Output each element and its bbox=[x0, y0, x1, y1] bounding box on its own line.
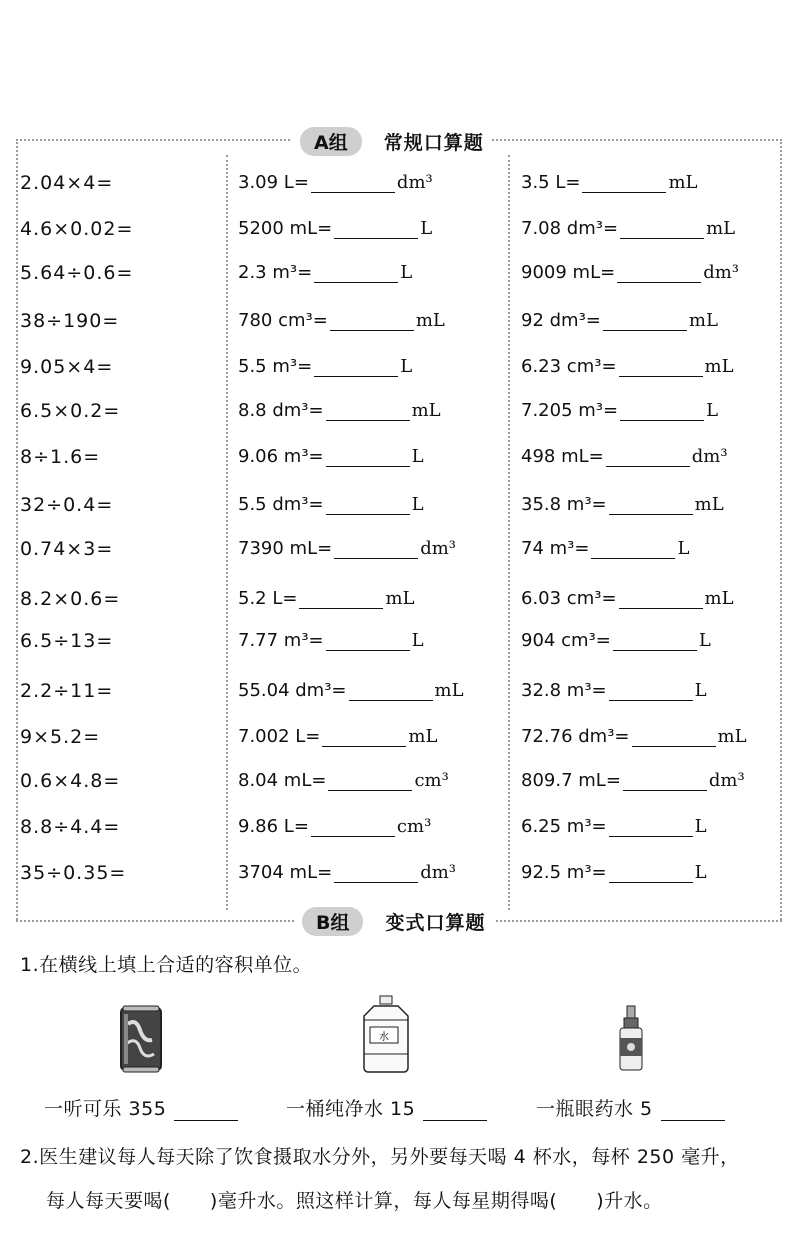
unit-blank[interactable] bbox=[661, 1102, 725, 1121]
conversion-left: 809.7 mL= bbox=[521, 770, 621, 791]
conversion-unit: L bbox=[400, 356, 413, 377]
conversion-item bbox=[521, 680, 707, 701]
section-b-badge: B组 bbox=[302, 907, 363, 936]
answer-blank[interactable] bbox=[620, 400, 704, 421]
conversion-unit: L bbox=[694, 816, 707, 837]
conversion-left: 780 cm³= bbox=[238, 310, 328, 331]
answer-blank[interactable] bbox=[632, 726, 716, 747]
conversion-left: 35.8 m³= bbox=[521, 494, 607, 515]
oral-calc-item: 6.5÷13= bbox=[20, 630, 114, 652]
answer-blank[interactable] bbox=[623, 770, 707, 791]
conversion-item bbox=[521, 494, 724, 515]
conversion-item bbox=[238, 262, 412, 283]
conversion-left: 8.8 dm³= bbox=[238, 400, 324, 421]
conversion-item bbox=[238, 310, 445, 331]
answer-blank[interactable] bbox=[606, 446, 690, 467]
conversion-item bbox=[238, 356, 412, 377]
conversion-unit: dm³ bbox=[420, 538, 456, 559]
conversion-unit: L bbox=[411, 630, 424, 651]
right-border bbox=[780, 139, 782, 920]
conversion-unit: mL bbox=[706, 218, 736, 239]
answer-blank[interactable] bbox=[334, 538, 418, 559]
oral-calc-item: 6.5×0.2= bbox=[20, 400, 121, 422]
conversion-unit: cm³ bbox=[396, 816, 432, 837]
oral-calc-item: 35÷0.35= bbox=[20, 862, 127, 884]
answer-blank[interactable] bbox=[609, 862, 693, 883]
conversion-unit: dm³ bbox=[396, 172, 433, 193]
volume-item-label: 一瓶眼药水 5 bbox=[536, 1098, 653, 1120]
oral-calc-item: 0.6×4.8= bbox=[20, 770, 121, 792]
conversion-unit: mL bbox=[704, 588, 734, 609]
conversion-unit: dm³ bbox=[703, 262, 739, 283]
conversion-left: 5.5 dm³= bbox=[238, 494, 324, 515]
conversion-left: 9.86 L= bbox=[238, 816, 309, 837]
cola-can-illustration bbox=[118, 1004, 164, 1074]
answer-blank[interactable] bbox=[591, 538, 675, 559]
conversion-item bbox=[521, 172, 698, 193]
conversion-unit: mL bbox=[385, 588, 415, 609]
section-a-badge: A组 bbox=[300, 127, 362, 156]
answer-blank[interactable] bbox=[582, 172, 666, 193]
conversion-unit: mL bbox=[688, 310, 718, 331]
section-a-title: 常规口算题 bbox=[383, 132, 484, 154]
conversion-unit: L bbox=[706, 400, 719, 421]
conversion-unit: mL bbox=[408, 726, 438, 747]
answer-blank[interactable] bbox=[299, 588, 383, 609]
column-divider-1 bbox=[226, 155, 228, 910]
conversion-left: 7.002 L= bbox=[238, 726, 321, 747]
conversion-left: 498 mL= bbox=[521, 446, 604, 467]
answer-blank[interactable] bbox=[311, 816, 395, 837]
conversion-left: 74 m³= bbox=[521, 538, 590, 559]
conversion-item bbox=[238, 588, 415, 609]
conversion-left: 3.5 L= bbox=[521, 172, 581, 193]
answer-blank[interactable] bbox=[617, 262, 701, 283]
oral-calc-item: 8.2×0.6= bbox=[20, 588, 121, 610]
oral-calc-item: 9×5.2= bbox=[20, 726, 101, 748]
conversion-item bbox=[238, 816, 431, 837]
conversion-item bbox=[521, 630, 711, 651]
conversion-item bbox=[238, 862, 456, 883]
conversion-item bbox=[521, 726, 747, 747]
answer-blank[interactable] bbox=[609, 680, 693, 701]
conversion-unit: mL bbox=[668, 172, 698, 193]
unit-blank[interactable] bbox=[174, 1102, 238, 1121]
volume-item bbox=[536, 1094, 725, 1121]
answer-blank[interactable] bbox=[603, 310, 687, 331]
oral-calc-item: 2.04×4= bbox=[20, 172, 114, 194]
conversion-unit: mL bbox=[717, 726, 747, 747]
conversion-item bbox=[521, 446, 728, 467]
conversion-left: 904 cm³= bbox=[521, 630, 611, 651]
section-a-header bbox=[292, 127, 492, 156]
conversion-unit: L bbox=[400, 262, 413, 283]
question-2-line-2: 每人每天要喝( )毫升水。照这样计算，每人每星期得喝( )升水。 bbox=[46, 1190, 663, 1212]
answer-blank[interactable] bbox=[314, 262, 398, 283]
oral-calc-item: 5.64÷0.6= bbox=[20, 262, 134, 284]
answer-blank[interactable] bbox=[619, 356, 703, 377]
answer-blank[interactable] bbox=[613, 630, 697, 651]
conversion-left: 92 dm³= bbox=[521, 310, 601, 331]
answer-blank[interactable] bbox=[326, 630, 410, 651]
conversion-unit: mL bbox=[434, 680, 464, 701]
conversion-item bbox=[521, 218, 735, 239]
answer-blank[interactable] bbox=[326, 494, 410, 515]
answer-blank[interactable] bbox=[330, 310, 414, 331]
conversion-item bbox=[521, 588, 734, 609]
question-2-line-1: 2.医生建议每人每天除了饮食摄取水分外，另外要每天喝 4 杯水，每杯 250 毫升， bbox=[20, 1146, 740, 1168]
conversion-left: 9.06 m³= bbox=[238, 446, 324, 467]
answer-blank[interactable] bbox=[609, 494, 693, 515]
volume-item-label: 一听可乐 355 bbox=[44, 1098, 167, 1120]
conversion-unit: L bbox=[694, 862, 707, 883]
conversion-item bbox=[521, 310, 718, 331]
conversion-unit: L bbox=[677, 538, 690, 559]
conversion-unit: dm³ bbox=[691, 446, 728, 467]
conversion-left: 9009 mL= bbox=[521, 262, 616, 283]
conversion-left: 32.8 m³= bbox=[521, 680, 607, 701]
conversion-left: 7.08 dm³= bbox=[521, 218, 619, 239]
answer-blank[interactable] bbox=[620, 218, 704, 239]
answer-blank[interactable] bbox=[322, 726, 406, 747]
answer-blank[interactable] bbox=[328, 770, 412, 791]
conversion-left: 7390 mL= bbox=[238, 538, 333, 559]
conversion-item bbox=[238, 218, 432, 239]
volume-item-label: 一桶纯净水 15 bbox=[286, 1098, 416, 1120]
volume-item bbox=[286, 1094, 487, 1121]
volume-item bbox=[44, 1094, 238, 1121]
conversion-unit: dm³ bbox=[708, 770, 745, 791]
conversion-unit: mL bbox=[411, 400, 441, 421]
conversion-unit: mL bbox=[704, 356, 734, 377]
conversion-item bbox=[521, 400, 718, 421]
conversion-unit: mL bbox=[694, 494, 724, 515]
conversion-item bbox=[521, 816, 707, 837]
answer-blank[interactable] bbox=[314, 356, 398, 377]
conversion-unit: cm³ bbox=[414, 770, 449, 791]
conversion-left: 7.205 m³= bbox=[521, 400, 619, 421]
conversion-item bbox=[521, 262, 739, 283]
water-jug-illustration bbox=[356, 994, 416, 1074]
answer-blank[interactable] bbox=[619, 588, 703, 609]
conversion-left: 2.3 m³= bbox=[238, 262, 313, 283]
answer-blank[interactable] bbox=[311, 172, 395, 193]
conversion-item bbox=[238, 680, 464, 701]
conversion-unit: L bbox=[420, 218, 433, 239]
conversion-left: 72.76 dm³= bbox=[521, 726, 630, 747]
oral-calc-item: 4.6×0.02= bbox=[20, 218, 134, 240]
conversion-left: 5.5 m³= bbox=[238, 356, 313, 377]
conversion-item bbox=[238, 538, 456, 559]
eye-drop-bottle-illustration bbox=[616, 1004, 646, 1072]
oral-calc-item: 0.74×3= bbox=[20, 538, 114, 560]
conversion-item bbox=[521, 538, 689, 559]
answer-blank[interactable] bbox=[334, 862, 418, 883]
conversion-item bbox=[521, 862, 707, 883]
conversion-left: 5.2 L= bbox=[238, 588, 298, 609]
unit-blank[interactable] bbox=[423, 1102, 487, 1121]
conversion-item bbox=[238, 494, 424, 515]
conversion-left: 6.03 cm³= bbox=[521, 588, 617, 609]
conversion-item bbox=[238, 172, 433, 193]
answer-blank[interactable] bbox=[609, 816, 693, 837]
oral-calc-item: 8÷1.6= bbox=[20, 446, 101, 468]
oral-calc-item: 9.05×4= bbox=[20, 356, 114, 378]
conversion-left: 3704 mL= bbox=[238, 862, 333, 883]
conversion-item bbox=[238, 446, 424, 467]
conversion-unit: L bbox=[698, 630, 711, 651]
conversion-item bbox=[521, 770, 745, 791]
conversion-left: 6.23 cm³= bbox=[521, 356, 617, 377]
conversion-unit: L bbox=[411, 446, 424, 467]
conversion-item bbox=[238, 400, 441, 421]
section-b-title: 变式口算题 bbox=[385, 912, 486, 934]
conversion-unit: L bbox=[694, 680, 707, 701]
conversion-left: 6.25 m³= bbox=[521, 816, 607, 837]
answer-blank[interactable] bbox=[334, 218, 418, 239]
answer-blank[interactable] bbox=[326, 446, 410, 467]
conversion-unit: mL bbox=[415, 310, 445, 331]
conversion-item bbox=[238, 770, 449, 791]
conversion-item bbox=[238, 630, 424, 651]
jug-label: 水 bbox=[379, 1032, 389, 1043]
conversion-unit: dm³ bbox=[420, 862, 456, 883]
conversion-left: 55.04 dm³= bbox=[238, 680, 347, 701]
conversion-left: 92.5 m³= bbox=[521, 862, 607, 883]
oral-calc-item: 38÷190= bbox=[20, 310, 120, 332]
left-border bbox=[16, 139, 18, 920]
conversion-unit: L bbox=[411, 494, 424, 515]
answer-blank[interactable] bbox=[349, 680, 433, 701]
question-1: 1.在横线上填上合适的容积单位。 bbox=[20, 954, 313, 976]
answer-blank[interactable] bbox=[326, 400, 410, 421]
conversion-left: 3.09 L= bbox=[238, 172, 309, 193]
column-divider-2 bbox=[508, 155, 510, 910]
conversion-item bbox=[521, 356, 734, 377]
oral-calc-item: 2.2÷11= bbox=[20, 680, 114, 702]
conversion-left: 8.04 mL= bbox=[238, 770, 327, 791]
oral-calc-item: 8.8÷4.4= bbox=[20, 816, 121, 838]
oral-calc-item: 32÷0.4= bbox=[20, 494, 114, 516]
conversion-left: 7.77 m³= bbox=[238, 630, 324, 651]
conversion-item bbox=[238, 726, 437, 747]
section-b-header bbox=[294, 907, 494, 936]
conversion-left: 5200 mL= bbox=[238, 218, 333, 239]
